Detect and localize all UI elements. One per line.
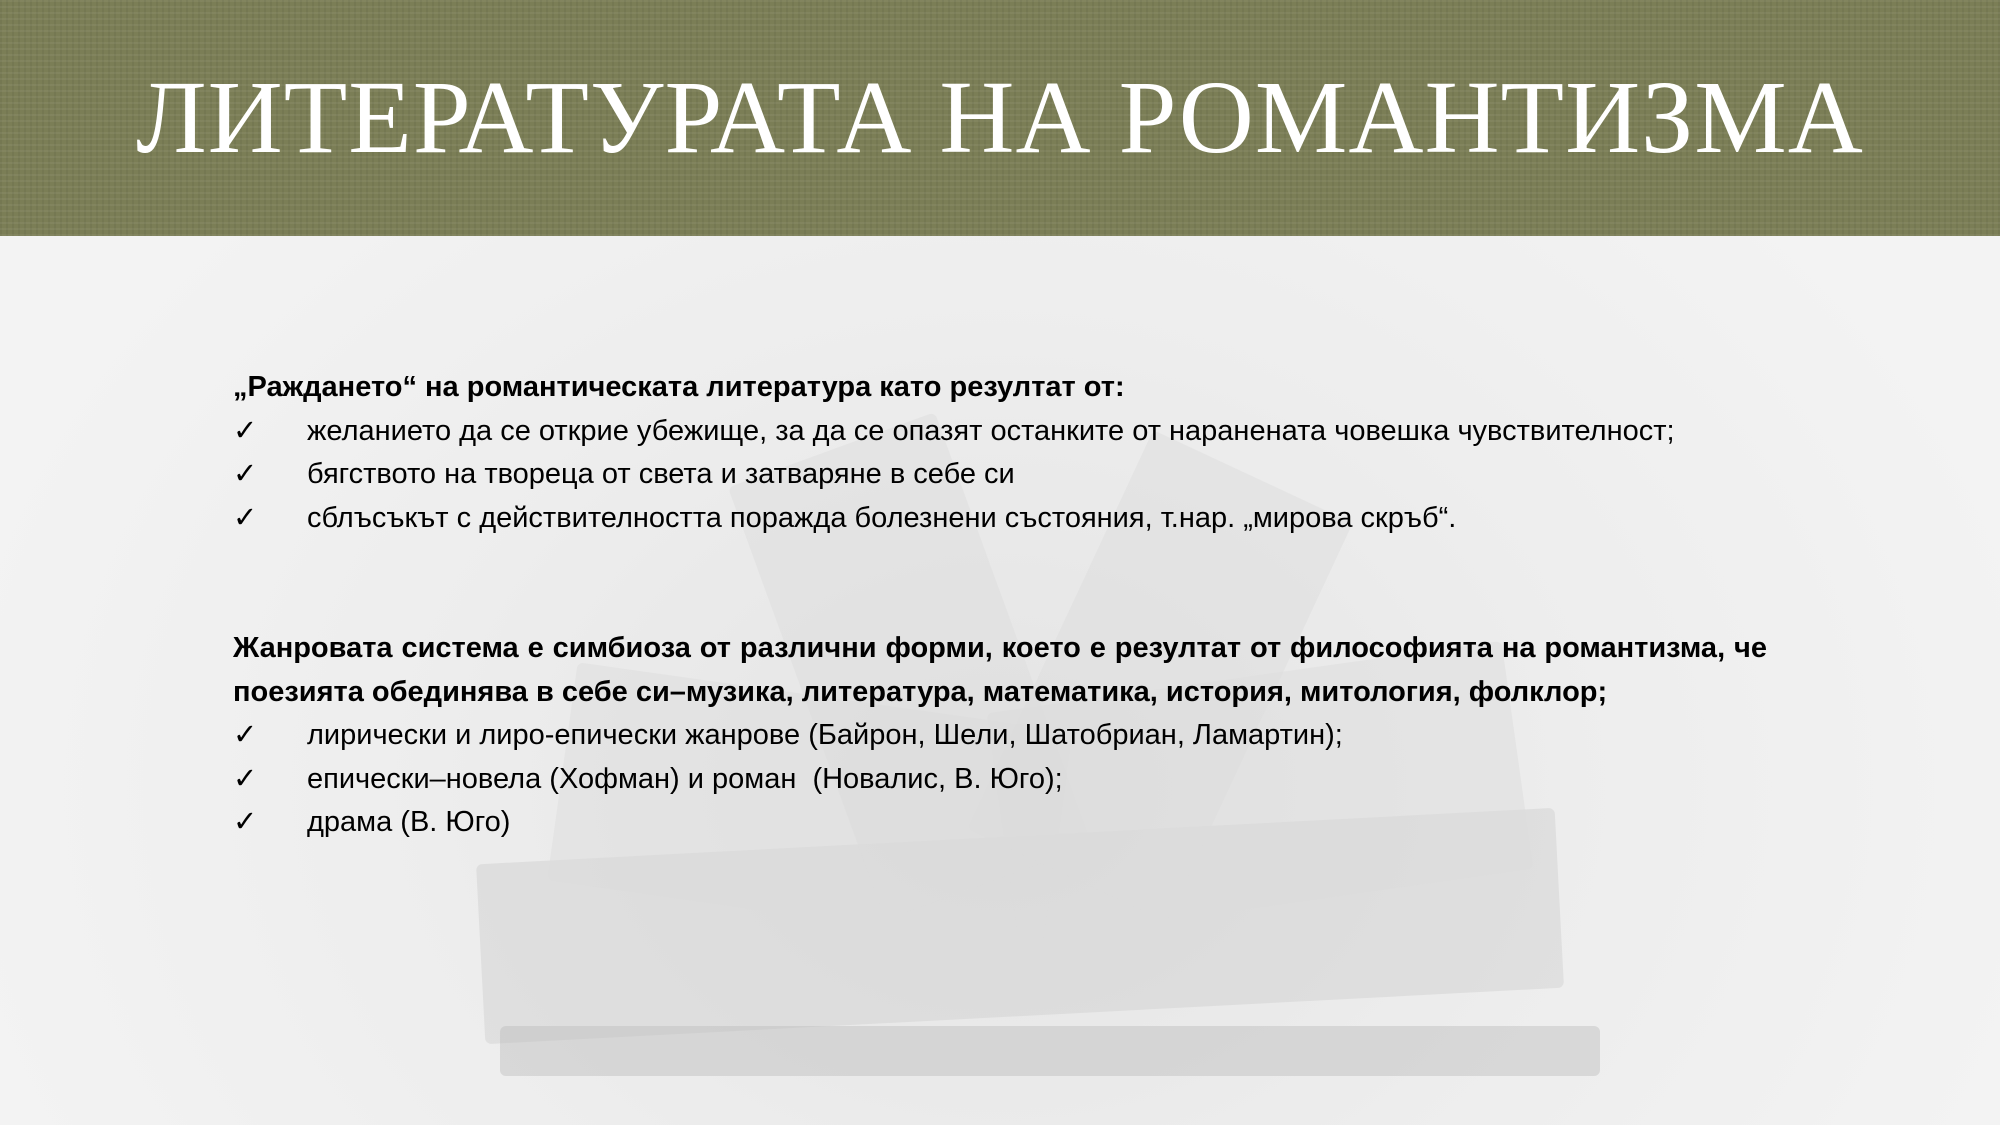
list-item-text: сблъсъкът с действителността поражда болезнени състояния, т.нар. „мирова скръб“. (307, 501, 1457, 534)
list-item (233, 801, 1767, 845)
section2-heading: Жанровата система е симбиоза от различни форми, което е резултат от философията на романтизма, че поезията обединява в себе си–музика, литература, математика, история, митология, фолклор; (233, 632, 1767, 708)
checkmark-icon: ✓ (233, 762, 258, 795)
list-item-text: желанието да се открие убежище, за да се опазят останките от наранената човешка чувствителност; (307, 414, 1675, 447)
title-banner (0, 0, 2000, 236)
list-item-text: драма (В. Юго) (307, 806, 511, 838)
slide-body (233, 366, 1767, 845)
checkmark-icon: ✓ (233, 501, 258, 534)
list-item (233, 410, 1767, 454)
checkmark-icon: ✓ (233, 806, 258, 838)
list-item-text: епически–новела (Хофман) и роман (Новалис, В. Юго); (307, 762, 1063, 795)
slide-title: ЛИТЕРАТУРАТА НА РОМАНТИЗМА (136, 60, 1864, 175)
checkmark-icon: ✓ (233, 458, 258, 490)
checkmark-icon: ✓ (233, 414, 258, 447)
list-item (233, 758, 1767, 802)
checkmark-icon: ✓ (233, 719, 258, 751)
list-item (233, 714, 1767, 758)
section1-heading: „Раждането“ на романтическата литература като резултат от: (233, 371, 1125, 403)
list-item-text: бягството на твореца от света и затваряне в себе си (307, 458, 1015, 490)
list-item-text: лирически и лиро-епически жанрове (Байрон, Шели, Шатобриан, Ламартин); (307, 719, 1343, 751)
list-item (233, 453, 1767, 497)
list-item (233, 497, 1767, 541)
